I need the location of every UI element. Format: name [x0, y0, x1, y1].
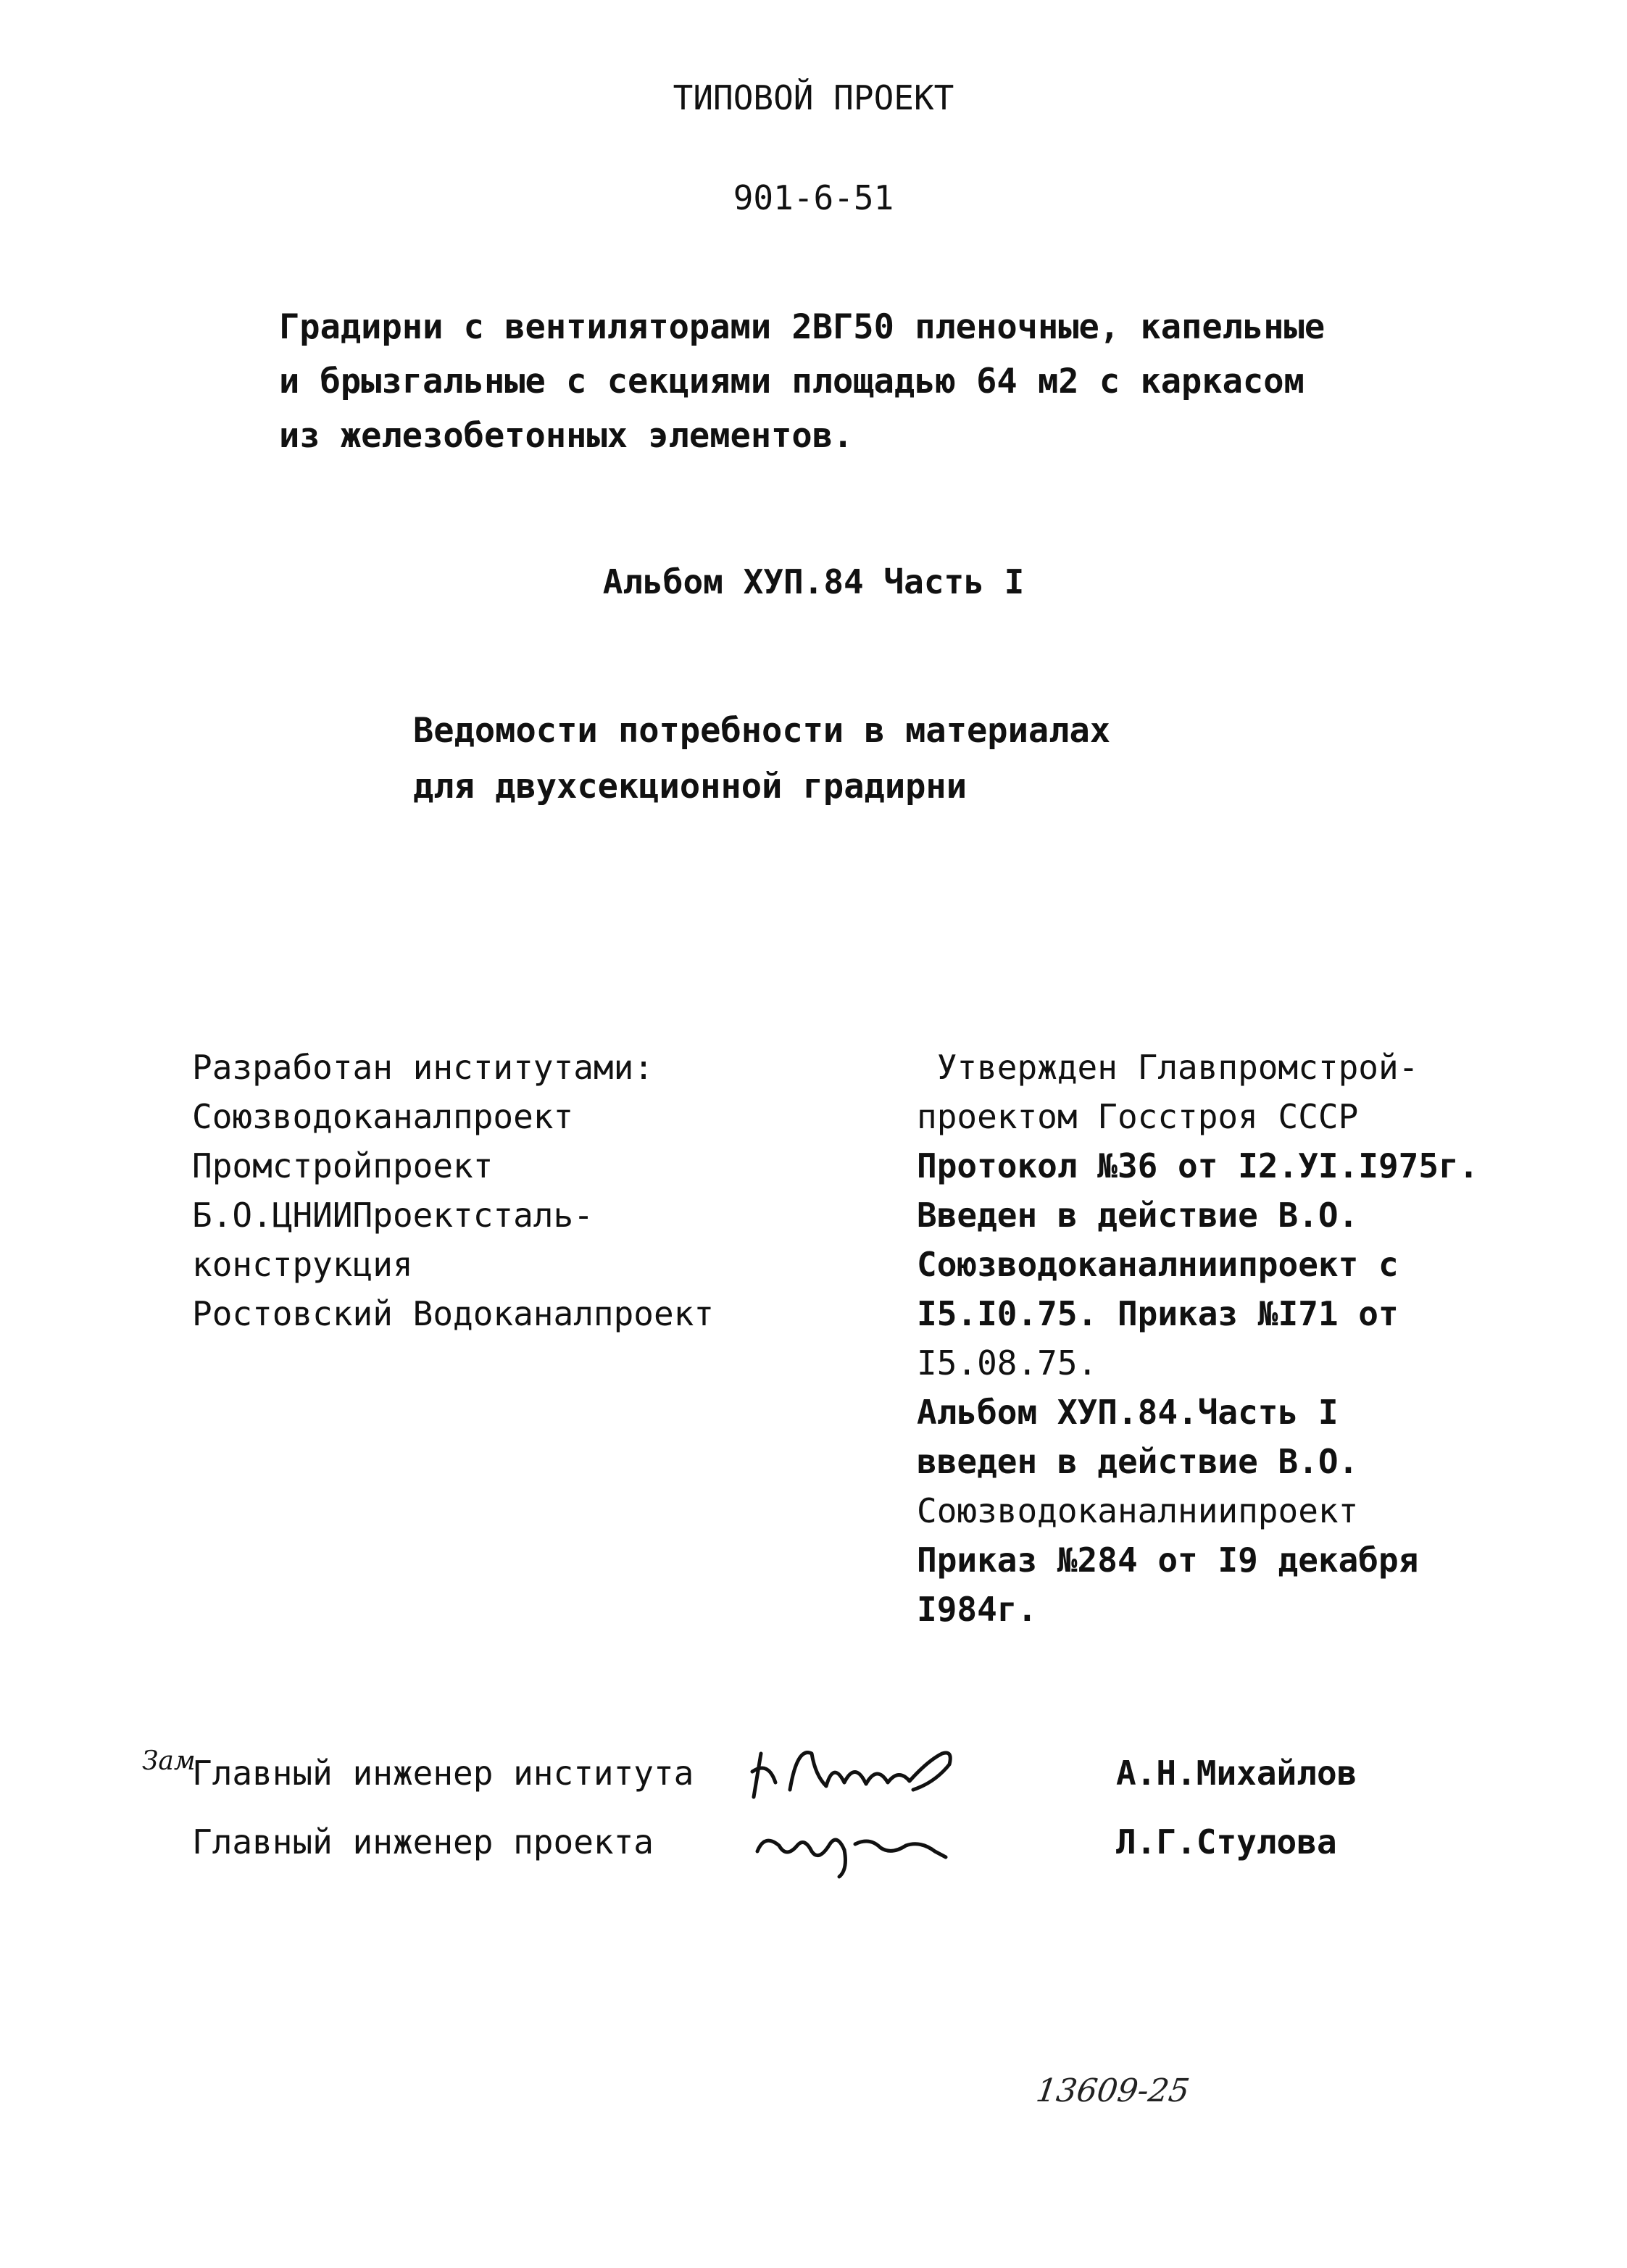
signature-role: Главный инженер института	[192, 1754, 694, 1793]
subtitle-line: Ведомости потребности в материалах	[413, 711, 1111, 751]
developed-by-line: конструкция	[192, 1245, 413, 1284]
handwritten-side-mark: Зам	[142, 1746, 196, 1776]
signature-name: Л.Г.Стулова	[1116, 1822, 1337, 1861]
approval-line: Протокол №36 от I2.УI.I975г.	[917, 1146, 1479, 1185]
subtitle-line: для двухсекционной градирни	[413, 767, 968, 806]
album-label: Альбом ХУП.84 Часть I	[602, 562, 1025, 601]
developed-by-line: Союзводоканалпроект	[192, 1097, 574, 1136]
signature-name: А.Н.Михайлов	[1116, 1754, 1357, 1793]
approval-block	[917, 1048, 1479, 1642]
developed-by-line: Ростовский Водоканалпроект	[192, 1294, 715, 1333]
developed-by-block	[192, 1048, 715, 1346]
approval-line: Утвержден Главпромстрой-	[917, 1048, 1419, 1087]
approval-line: Союзводоканалниипроект с	[917, 1245, 1399, 1284]
approval-line: Введен в действие В.О.	[917, 1196, 1359, 1235]
approval-line: Альбом ХУП.84.Часть I	[917, 1393, 1339, 1432]
approval-line: Приказ №284 от I9 декабря	[917, 1541, 1419, 1580]
project-title-line: из железобетонных элементов.	[279, 416, 854, 456]
approval-line: I5.08.75.	[917, 1343, 1098, 1383]
project-number: 901-6-51	[733, 178, 894, 217]
approval-line: I5.I0.75. Приказ №I71 от	[917, 1294, 1399, 1333]
document-type-heading: ТИПОВОЙ ПРОЕКТ	[673, 78, 954, 117]
approval-line: введен в действие В.О.	[917, 1442, 1359, 1481]
developed-by-line: Разработан институтами:	[192, 1048, 654, 1087]
approval-line: проектом Госстроя СССР	[917, 1097, 1359, 1136]
developed-by-line: Промстройпроект	[192, 1146, 494, 1185]
project-title	[279, 307, 1326, 473]
signature-role: Главный инженер проекта	[192, 1822, 654, 1861]
project-title-line: и брызгальные с секциями площадью 64 м2 с каркасом	[279, 362, 1304, 401]
handwritten-signature	[746, 1801, 978, 1883]
signature-scribble	[746, 1732, 978, 1812]
document-subtitle	[413, 711, 1111, 825]
signature-scribble	[746, 1801, 978, 1880]
approval-line: Союзводоканалниипроект	[917, 1491, 1359, 1530]
signature-row-chief-engineer-project	[0, 1822, 1627, 1880]
project-title-line: Градирни с вентиляторами 2ВГ50 пленочные, капельные	[279, 307, 1326, 347]
approval-line: I984г.	[917, 1590, 1038, 1629]
inventory-number: 13609-25	[1033, 2072, 1192, 2109]
developed-by-line: Б.О.ЦНИИПроектсталь-	[192, 1196, 594, 1235]
